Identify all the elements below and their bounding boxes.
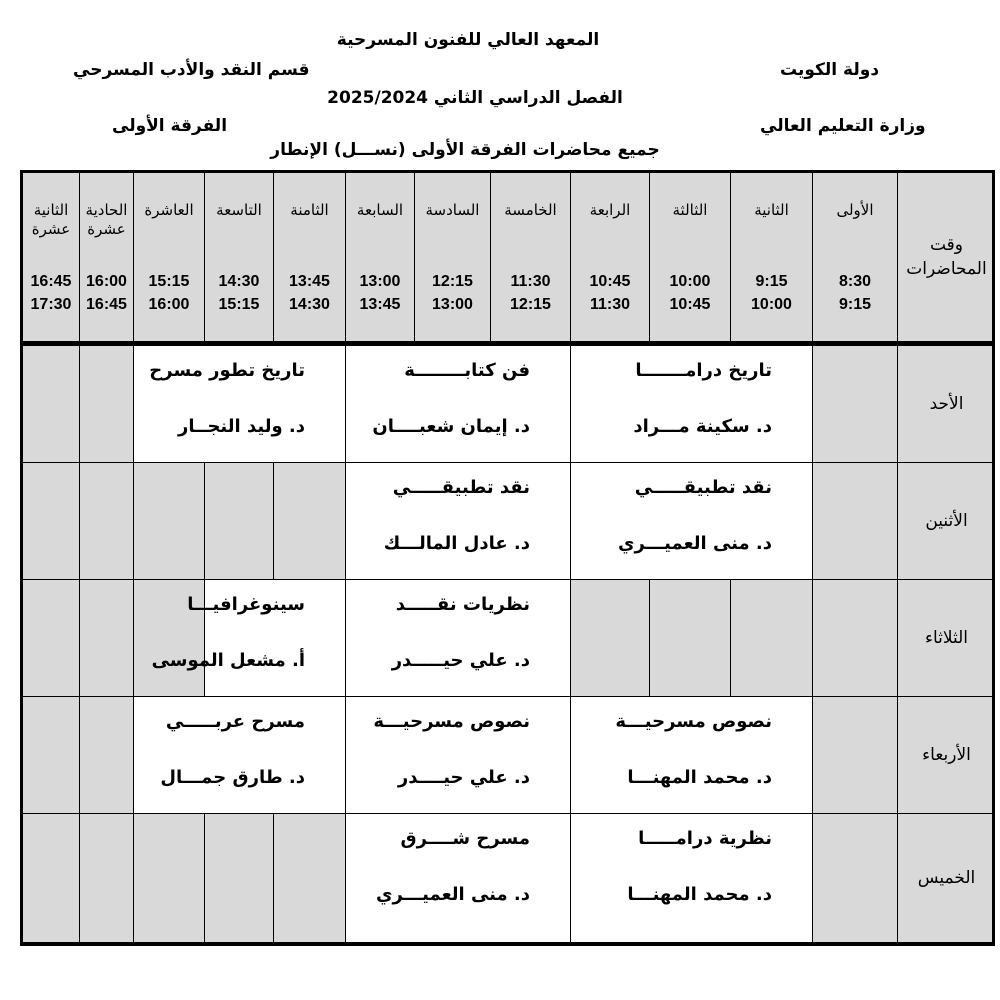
period-name: الخامسة — [504, 201, 557, 219]
empty-slot — [80, 580, 134, 697]
period-time — [571, 270, 649, 316]
day-label: الأربعاء — [898, 697, 995, 814]
period-end-time: 10:00 — [751, 296, 792, 313]
period-header — [813, 173, 898, 342]
period-start-time: 14:30 — [218, 273, 260, 290]
professor-name: د. طارق جمـــال — [160, 767, 305, 788]
schedule-table — [20, 170, 995, 946]
period-name: الرابعة — [589, 201, 631, 219]
period-header — [134, 173, 205, 342]
lecture-block[interactable] — [571, 346, 813, 463]
course-name: نقد تطبيقـــــي — [634, 477, 772, 498]
professor-name: د. وليد النجــار — [178, 416, 305, 437]
course-name: سينوغرافيـــا — [187, 594, 305, 615]
period-header — [731, 173, 813, 342]
period-end-time: 9:15 — [838, 296, 872, 313]
period-start-time: 8:30 — [838, 273, 872, 290]
course-name: نظرية درامـــــا — [638, 828, 772, 849]
course-name: نظريات نقـــــد — [395, 594, 530, 615]
department-name: قسم النقد والأدب المسرحي — [73, 60, 310, 80]
empty-slot — [23, 463, 80, 580]
empty-slot — [274, 814, 346, 943]
period-start-time: 10:45 — [589, 273, 631, 290]
empty-slot — [813, 580, 898, 697]
group-label: الفرقة الأولى — [112, 116, 228, 136]
professor-name: أ. مشعل الموسى — [151, 650, 305, 671]
empty-slot — [813, 814, 898, 943]
period-time — [134, 270, 204, 316]
period-header — [205, 173, 274, 342]
empty-slot — [813, 697, 898, 814]
empty-slot — [80, 346, 134, 463]
period-start-time: 15:15 — [148, 273, 190, 290]
period-name: الثامنة — [290, 201, 329, 219]
course-name: مسرح عربـــــي — [165, 711, 305, 732]
period-time — [346, 270, 414, 316]
corner-label-line2: المحاضرات — [906, 259, 987, 279]
period-header — [80, 173, 134, 342]
period-start-time: 11:30 — [510, 273, 551, 290]
period-header — [571, 173, 650, 342]
course-name: نصوص مسرحيـــة — [615, 711, 772, 732]
empty-slot — [23, 814, 80, 943]
period-name: التاسعة — [216, 201, 262, 219]
period-time — [205, 270, 273, 316]
period-name: الثالثة — [672, 201, 708, 219]
period-end-time: 10:45 — [669, 296, 711, 313]
ministry-name: وزارة التعليم العالي — [760, 116, 926, 136]
empty-slot — [650, 580, 731, 697]
professor-name: د. عادل المالـــك — [383, 533, 530, 554]
empty-slot — [274, 463, 346, 580]
period-time — [650, 270, 730, 316]
period-header — [346, 173, 415, 342]
empty-slot — [134, 814, 205, 943]
course-name: مسرح شــــرق — [400, 828, 530, 849]
period-header — [274, 173, 346, 342]
day-label: الأحد — [898, 346, 995, 463]
course-name: نقد تطبيقـــــي — [392, 477, 530, 498]
lecture-block[interactable] — [571, 697, 813, 814]
period-end-time: 16:45 — [86, 296, 127, 313]
professor-name: د. منى العميـــري — [618, 533, 772, 554]
empty-slot — [731, 580, 813, 697]
period-end-time: 16:00 — [148, 296, 190, 313]
period-start-time: 10:00 — [669, 273, 711, 290]
professor-name: د. إيمان شعبــــان — [372, 416, 530, 437]
period-end-time: 17:30 — [30, 296, 72, 313]
period-name: السادسة — [425, 201, 480, 219]
period-start-time: 13:45 — [289, 273, 330, 290]
empty-slot — [205, 814, 274, 943]
period-time — [491, 270, 570, 316]
corner-label-line1: وقت — [929, 235, 964, 255]
empty-slot — [571, 580, 650, 697]
empty-slot — [23, 346, 80, 463]
period-time — [415, 270, 490, 316]
empty-slot — [80, 814, 134, 943]
period-name: الثانية — [754, 201, 789, 219]
lecture-time-header — [898, 173, 995, 342]
lecture-block[interactable] — [134, 346, 346, 463]
period-header — [23, 173, 80, 342]
period-start-time: 16:00 — [86, 273, 127, 290]
empty-slot — [205, 463, 274, 580]
period-name: الأولى — [836, 201, 874, 219]
period-end-time: 11:30 — [589, 296, 631, 313]
professor-name: د. محمد المهنـــا — [627, 767, 772, 788]
period-name: السابعة — [356, 201, 404, 219]
day-label: الأثنين — [898, 463, 995, 580]
course-name: تاريخ درامـــــــا — [635, 360, 772, 381]
period-name: الثانية عشرة — [31, 201, 71, 238]
day-label: الخميس — [898, 814, 995, 943]
lecture-block[interactable] — [151, 580, 346, 697]
period-end-time: 15:15 — [218, 296, 260, 313]
period-name: الحادية عشرة — [85, 201, 128, 238]
lecture-block[interactable] — [346, 697, 571, 814]
period-end-time: 14:30 — [289, 296, 330, 313]
empty-slot — [813, 463, 898, 580]
semester-label: الفصل الدراسي الثاني 2025/2024 — [327, 88, 623, 108]
lecture-block[interactable] — [571, 814, 813, 943]
empty-slot — [23, 697, 80, 814]
course-name: فن كتابــــــــة — [404, 360, 530, 381]
period-start-time: 13:00 — [359, 273, 401, 290]
lecture-block[interactable] — [346, 346, 571, 463]
period-time — [80, 270, 133, 316]
empty-slot — [80, 697, 134, 814]
empty-slot — [23, 580, 80, 697]
period-time — [274, 270, 345, 316]
day-label: الثلاثاء — [898, 580, 995, 697]
period-start-time: 12:15 — [432, 273, 473, 290]
course-name: تاريخ تطور مسرح — [149, 360, 305, 381]
period-header — [415, 173, 491, 342]
professor-name: د. علي حيـــــدر — [391, 650, 530, 671]
period-header — [491, 173, 571, 342]
institute-name: المعهد العالي للفنون المسرحية — [336, 30, 600, 50]
period-header — [650, 173, 731, 342]
professor-name: د. منى العميـــري — [376, 884, 530, 905]
lecture-block[interactable] — [346, 463, 571, 580]
lecture-block[interactable] — [134, 697, 346, 814]
period-time — [813, 270, 897, 316]
period-end-time: 13:00 — [432, 296, 473, 313]
course-name: نصوص مسرحيـــة — [373, 711, 530, 732]
schedule-title: جميع محاضرات الفرقة الأولى (نســـل) الإنطار — [270, 140, 660, 160]
state-name: دولة الكويت — [780, 60, 880, 80]
professor-name: د. علي حيــــدر — [397, 767, 530, 788]
period-start-time: 9:15 — [755, 273, 788, 290]
period-end-time: 12:15 — [510, 296, 551, 313]
lecture-block[interactable] — [571, 463, 813, 580]
lecture-block[interactable] — [346, 580, 571, 697]
period-end-time: 13:45 — [359, 296, 401, 313]
period-time — [23, 270, 79, 316]
professor-name: د. محمد المهنـــا — [627, 884, 772, 905]
period-time — [731, 270, 812, 316]
empty-slot — [80, 463, 134, 580]
empty-slot — [813, 346, 898, 463]
empty-slot — [134, 463, 205, 580]
period-start-time: 16:45 — [30, 273, 72, 290]
professor-name: د. سكينة مـــراد — [633, 416, 772, 437]
lecture-block[interactable] — [346, 814, 571, 943]
period-name: العاشرة — [144, 201, 194, 219]
